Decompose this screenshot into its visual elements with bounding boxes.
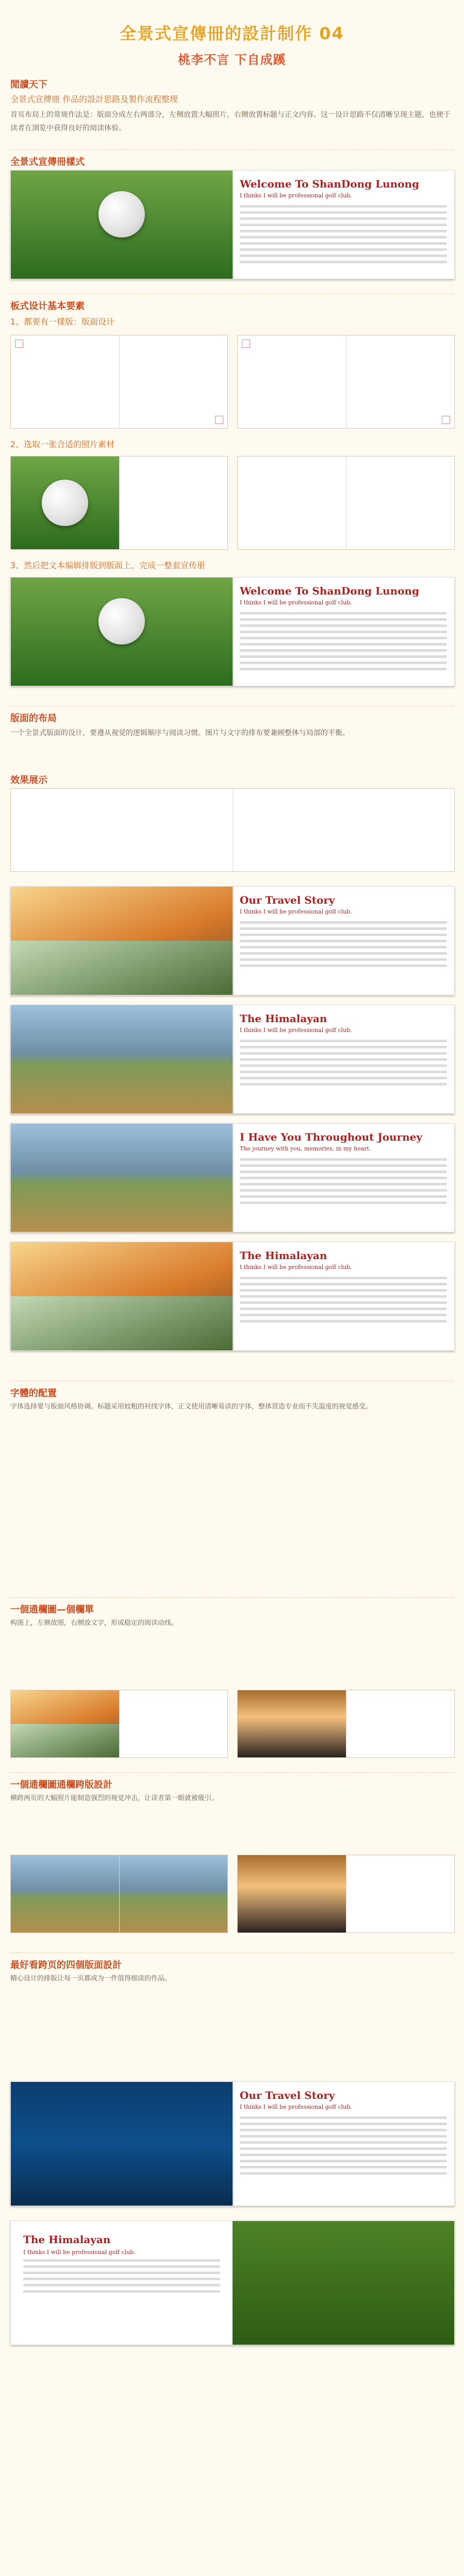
spread-headline: Our Travel Story <box>240 2089 335 2102</box>
brochure-spread-5 <box>10 1123 455 1232</box>
section-heading-panorama: 一個通欄圖通欄跨版設計 <box>10 1780 112 1790</box>
spread-headline: I Have You Throughout Journey <box>240 1131 423 1143</box>
section-paragraph-workflow: 一个全景式版面的设计，要遵从视觉的逻辑顺序与阅读习惯。图片与文字的排布要兼顾整体与局部的平衡。 <box>10 729 350 737</box>
divider <box>10 149 454 150</box>
section-paragraph-design: 字体选择要与版面风格协调。标题采用较粗的衬线字体，正文使用清晰易读的字体，整体营造专业而不失温度的视觉感受。 <box>10 1403 373 1411</box>
section-heading-preview: 全景式宣傳冊樣式 <box>10 157 85 167</box>
golf-ball-image <box>98 191 145 238</box>
step-caption-1: 1、都要有一樣版：版面设计 <box>10 317 115 327</box>
spread-tagline: I thinks I will be professional golf club. <box>240 192 352 199</box>
spread-headline: The Himalayan <box>240 1012 327 1025</box>
autumn-landscape-image <box>11 887 233 995</box>
section-lead-intro: 全景式宣傳冊 作品的設計思路及製作流程整理 <box>10 94 178 104</box>
brochure-spread-4 <box>10 1005 455 1114</box>
page-title: 全景式宣傳冊的設計制作 04 <box>120 24 344 43</box>
section-heading-elements: 板式设计基本要素 <box>10 301 85 312</box>
spread-tagline: I thinks I will be professional golf club. <box>240 908 352 915</box>
panorama-samples <box>10 1855 454 1932</box>
brochure-spread-8 <box>10 2221 455 2345</box>
dolphin-image <box>11 2082 233 2206</box>
section-heading-intro: 閒讀天下 <box>10 79 47 90</box>
section-heading-gallery: 效果展示 <box>10 775 47 786</box>
green-field-image <box>233 2221 454 2345</box>
spread-tagline: I thinks I will be professional golf club. <box>240 2104 352 2110</box>
section-paragraph-intro: 首页布局上的常规作法是：版面分成左右两部分，左侧放置大幅照片，右侧放置标题与正文内容。这一设计思路不仅清晰呈现主题，也便于读者在浏览中获得良好的阅读体验。 <box>10 111 451 132</box>
brochure-spread-3 <box>10 886 455 995</box>
spread-text <box>233 171 454 279</box>
section-heading-design: 字體的配置 <box>10 1388 57 1399</box>
spread-tagline: The journey with you, memories, in my heart. <box>240 1145 371 1152</box>
photo-samples <box>10 456 454 549</box>
brochure-spread-2 <box>10 577 455 686</box>
page-subtitle: 桃李不言 下自成蹊 <box>178 53 286 67</box>
spread-tagline: I thinks I will be professional golf club. <box>240 1027 352 1033</box>
spread-tagline: I thinks I will be professional golf club. <box>23 2249 136 2256</box>
spread-photo <box>11 171 233 279</box>
section-heading-closing: 最好看跨页的四個版面設計 <box>10 1960 122 1971</box>
section-paragraph-balance: 构图上，左侧放图，右侧放文字，形成稳定的阅读动线。 <box>10 1619 178 1627</box>
mountain-lake-image <box>11 1005 233 1113</box>
divider <box>10 1772 454 1773</box>
balance-samples <box>10 1690 454 1757</box>
spread-headline: Welcome To ShanDong Lunong <box>240 585 420 597</box>
spread-tagline: I thinks I will be professional golf club. <box>240 599 352 606</box>
step-caption-3: 3、然后把文本编辑排版到版面上，完成一整套宣传册 <box>10 561 206 570</box>
spread-headline: The Himalayan <box>240 1249 327 1262</box>
section-heading-workflow: 版面的布局 <box>10 713 57 724</box>
spread-headline: The Himalayan <box>23 2233 111 2246</box>
photo-sample-left <box>10 456 228 550</box>
section-paragraph-closing: 精心设计的排版让每一页都成为一件值得细读的作品。 <box>10 1975 172 1982</box>
spread-tagline: I thinks I will be professional golf club. <box>240 1264 352 1270</box>
divider <box>10 1597 454 1598</box>
step-caption-2: 2、选取一张合适的照片素材 <box>10 439 115 449</box>
template-sample-right <box>237 335 455 429</box>
template-samples <box>10 335 454 428</box>
spread-headline: Welcome To ShanDong Lunong <box>240 178 420 190</box>
brochure-spread-7 <box>10 2081 455 2206</box>
template-sample-left <box>10 335 228 429</box>
spread-headline: Our Travel Story <box>240 894 335 906</box>
brochure-spread-1 <box>10 170 455 279</box>
section-paragraph-panorama: 横跨两页的大幅照片能制造强烈的视觉冲击，让读者第一眼就被吸引。 <box>10 1794 219 1802</box>
title-block <box>0 21 464 67</box>
body-lines <box>240 205 447 263</box>
photo-sample-right <box>237 456 455 550</box>
brochure-spread-6 <box>10 1242 455 1351</box>
gallery-template <box>10 788 454 871</box>
section-heading-balance: 一個通欄圖—個欄單 <box>10 1604 94 1615</box>
